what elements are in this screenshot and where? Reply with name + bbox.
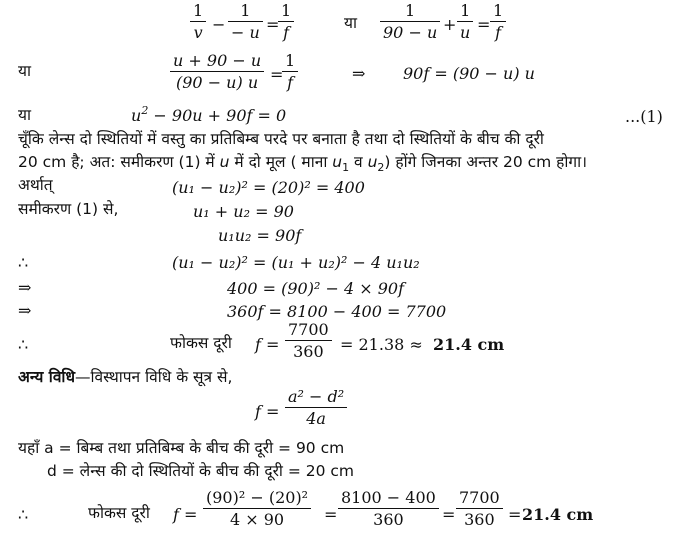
fraction-8100-minus-400 [338,490,439,528]
product-of-roots: u₁u₂ = 90f [218,226,302,245]
denominator: 360 [464,510,495,529]
alternative-method-heading: अन्य विधि [18,368,75,386]
numerator: (90)² − (20)² [206,488,309,507]
implies-arrow: ⇒ [352,64,366,83]
fraction-one-over-90-minus-u [380,3,440,41]
f-equals: f = [255,402,280,421]
denominator: − u [231,23,260,42]
denominator: 360 [293,342,324,361]
denominator: 4a [306,409,326,428]
denominator: f [495,23,502,42]
denominator: 4 × 90 [229,510,285,529]
quadratic-equation [131,104,287,125]
arthat-label: अर्थात् [18,176,53,194]
therefore-symbol: ∴ [18,253,29,272]
numerator: 7700 [288,320,329,339]
focal-length-label: फोकस दूरी [88,504,150,522]
numerator: u + 90 − u [173,51,262,70]
approx-value: = 21.38 ≈ [340,335,423,354]
substitution-step: 400 = (90)² − 4 × 90f [227,279,404,298]
exponent: 2 [141,104,149,117]
denominator: v [193,23,203,42]
equals-sign: = [270,65,284,84]
numerator: 1 [240,1,251,20]
fraction-one-over-minus-u [228,3,263,41]
f-equals: f = [255,335,280,354]
term-u: u [131,106,142,125]
numerator: 1 [493,1,504,20]
fraction-u-plus-90-minus-u [170,53,264,91]
alternative-method-text: —विस्थापन विधि के सूत्र से, [74,368,233,386]
implies-arrow: ⇒ [18,278,32,297]
paragraph-line-1: चूँकि लेन्स दो स्थितियों में वस्तु का प्रतिबिम्ब परदे पर बनाता है तथा दो स्थितियों के बीच की दूरी [18,130,544,148]
where-line-1: यहाँ a = बिम्ब तथा प्रतिबिम्ब के बीच की दूरी = 90 cm [18,439,345,457]
remaining-terms: − 90u + 90f = 0 [148,106,287,125]
focal-length-result: 21.4 cm [433,335,505,354]
denominator: 90 − u [383,23,438,42]
f-equals: f = [173,505,198,524]
numerator: 7700 [459,488,500,507]
fraction-7700-over-360 [285,322,332,360]
numerator: 1 [193,1,204,20]
focal-length-result: 21.4 cm [522,505,594,524]
equation-tag: ...(1) [625,107,663,126]
denominator: 360 [373,510,404,529]
denominator: f [283,23,290,42]
equals-sign: = [477,15,491,34]
numerator: 1 [285,51,296,70]
denominator: u [460,23,471,42]
alternative-method-line [18,370,232,386]
plus-sign: + [443,15,457,34]
focal-length-label: फोकस दूरी [170,334,232,352]
numerator: a² − d² [288,387,345,406]
numerator: 1 [405,1,416,20]
fraction-squares-difference [203,490,311,528]
numerator: 1 [460,1,471,20]
therefore-symbol: ∴ [18,505,29,524]
sameekaran-label: समीकरण (1) से, [18,200,119,218]
sum-of-roots: u₁ + u₂ = 90 [193,202,294,221]
ya-label: या [18,62,32,80]
fraction-one-over-f [490,3,506,41]
equals-sign: = [324,505,338,524]
fraction-one-over-f [282,53,298,91]
numerator: 8100 − 400 [341,488,436,507]
paragraph-line-2: 20 cm है; अत: समीकरण (1) में u में दो मूल ( माना $u_1$ व $u_2$) होंगे जिनका अन्तर 20 cm होगा। [18,153,588,174]
fraction-one-over-v [190,3,206,41]
fraction-one-over-u [457,3,473,41]
displacement-formula-fraction [285,389,347,427]
equals-sign: = [508,505,522,524]
equals-sign: = [266,15,280,34]
equals-sign: = [442,505,456,524]
denominator: f [287,73,294,92]
therefore-symbol: ∴ [18,335,29,354]
equation-90f: 90f = (90 − u) u [403,64,535,83]
ya-label: या [344,14,358,32]
numerator: 1 [281,1,292,20]
implies-arrow: ⇒ [18,301,32,320]
identity-equation: (u₁ − u₂)² = (u₁ + u₂)² − 4 u₁u₂ [172,253,420,272]
minus-sign: − [212,15,226,34]
difference-squared-equation: (u₁ − u₂)² = (20)² = 400 [172,178,365,197]
ya-label: या [18,106,32,124]
where-line-2: d = लेन्स की दो स्थितियों के बीच की दूरी = 20 cm [47,462,355,480]
fraction-one-over-f [278,3,294,41]
denominator: (90 − u) u [176,73,259,92]
solve-step: 360f = 8100 − 400 = 7700 [227,302,447,321]
fraction-7700-over-360 [456,490,503,528]
